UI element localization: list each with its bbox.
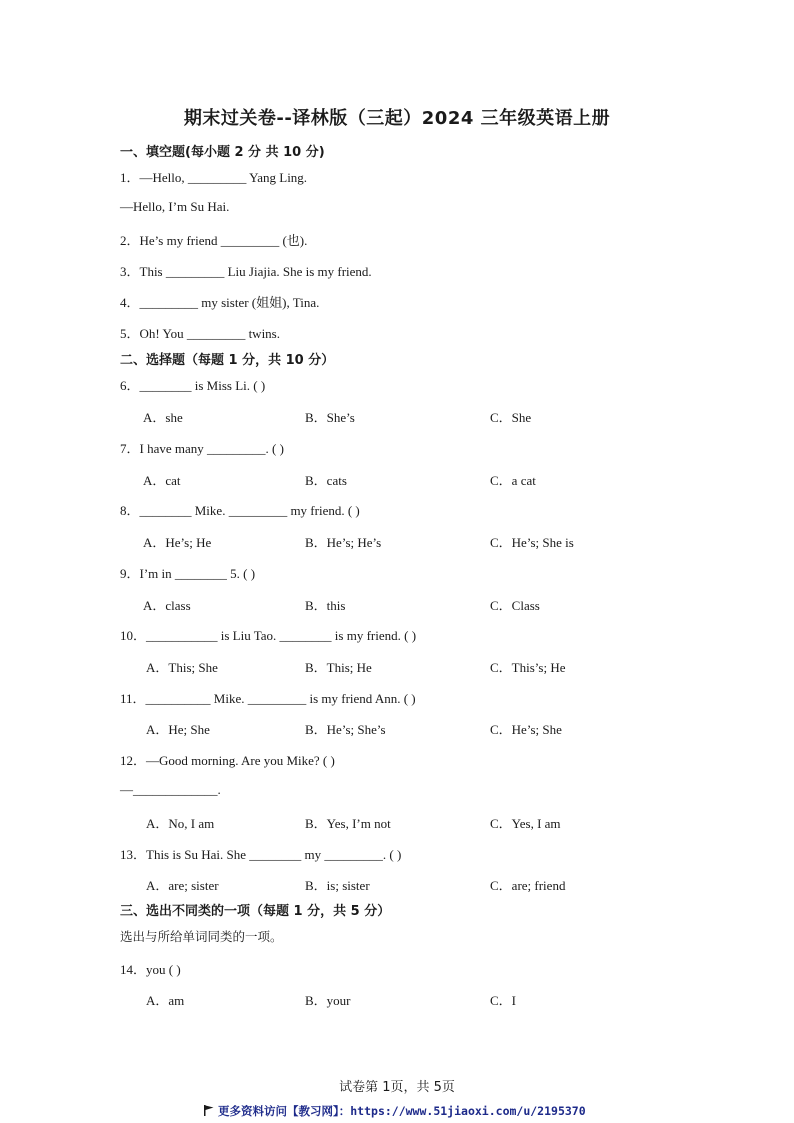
option-c: C．are; friend xyxy=(490,878,566,893)
option-c: C．This’s; He xyxy=(490,660,566,675)
option-b: B．Yes, I’m not xyxy=(305,816,391,831)
question-12-reply: —_____________. xyxy=(120,782,221,797)
flag-icon xyxy=(204,1105,214,1119)
option-c: C．I xyxy=(490,993,517,1008)
option-c: C．Yes, I am xyxy=(490,816,561,831)
option-c: C．She xyxy=(490,410,532,425)
option-b: B．cats xyxy=(305,473,347,488)
section-heading-fill: 一、填空题(每小题 2 分 共 10 分) xyxy=(120,145,325,160)
section-instruction: 选出与所给单词同类的一项。 xyxy=(120,929,283,944)
promo-link[interactable] xyxy=(204,1103,586,1119)
promo-text: 更多资料访问【教习网】：https://www.51jiaoxi.com/u/2195370 xyxy=(218,1104,586,1118)
option-c: C．He’s; She is xyxy=(490,535,574,550)
section-heading-odd-one-out: 三、选出不同类的一项（每题 1 分，共 5 分） xyxy=(120,904,391,919)
question-1-reply: —Hello, I’m Su Hai. xyxy=(120,199,230,214)
option-b: B．He’s; She’s xyxy=(305,722,386,737)
question-5: 5．Oh! You _________ twins. xyxy=(120,326,280,341)
option-a: A．He’s; He xyxy=(143,535,212,550)
question-7: 7．I have many _________. ( ) xyxy=(120,441,284,456)
page-footer: 试卷第 1页，共 5页 xyxy=(339,1080,455,1095)
option-c: C．Class xyxy=(490,598,540,613)
question-11: 11．__________ Mike. _________ is my friend Ann. ( ) xyxy=(120,691,416,706)
option-b: B．He’s; He’s xyxy=(305,535,382,550)
option-c: C．a cat xyxy=(490,473,536,488)
option-a: A．No, I am xyxy=(146,816,215,831)
question-2: 2．He’s my friend _________ (也). xyxy=(120,233,308,248)
question-4: 4．_________ my sister (姐姐), Tina. xyxy=(120,295,320,310)
question-12: 12．—Good morning. Are you Mike? ( ) xyxy=(120,753,335,768)
option-a: A．she xyxy=(143,410,183,425)
option-b: B．She’s xyxy=(305,410,355,425)
option-b: B．This; He xyxy=(305,660,372,675)
option-c: C．He’s; She xyxy=(490,722,562,737)
option-a: A．class xyxy=(143,598,191,613)
option-a: A．He; She xyxy=(146,722,210,737)
question-10: 10．___________ is Liu Tao. ________ is my friend. ( ) xyxy=(120,628,417,643)
question-8: 8．________ Mike. _________ my friend. ( ) xyxy=(120,503,360,518)
question-1: 1．—Hello, _________ Yang Ling. xyxy=(120,170,308,185)
option-a: A．am xyxy=(146,993,185,1008)
section-heading-choice: 二、选择题（每题 1 分，共 10 分） xyxy=(120,353,335,368)
question-3: 3．This _________ Liu Jiajia. She is my friend. xyxy=(120,264,372,279)
question-13: 13．This is Su Hai. She ________ my _________. ( ) xyxy=(120,847,402,862)
question-9: 9．I’m in ________ 5. ( ) xyxy=(120,566,256,581)
option-a: A．cat xyxy=(143,473,181,488)
option-b: B．this xyxy=(305,598,346,613)
option-b: B．is; sister xyxy=(305,878,370,893)
option-a: A．This; She xyxy=(146,660,218,675)
option-a: A．are; sister xyxy=(146,878,219,893)
question-6: 6．________ is Miss Li. ( ) xyxy=(120,378,266,393)
option-b: B．your xyxy=(305,993,351,1008)
question-14: 14．you ( ) xyxy=(120,962,181,977)
page-title: 期末过关卷--译林版（三起）2024 三年级英语上册 xyxy=(183,108,611,129)
